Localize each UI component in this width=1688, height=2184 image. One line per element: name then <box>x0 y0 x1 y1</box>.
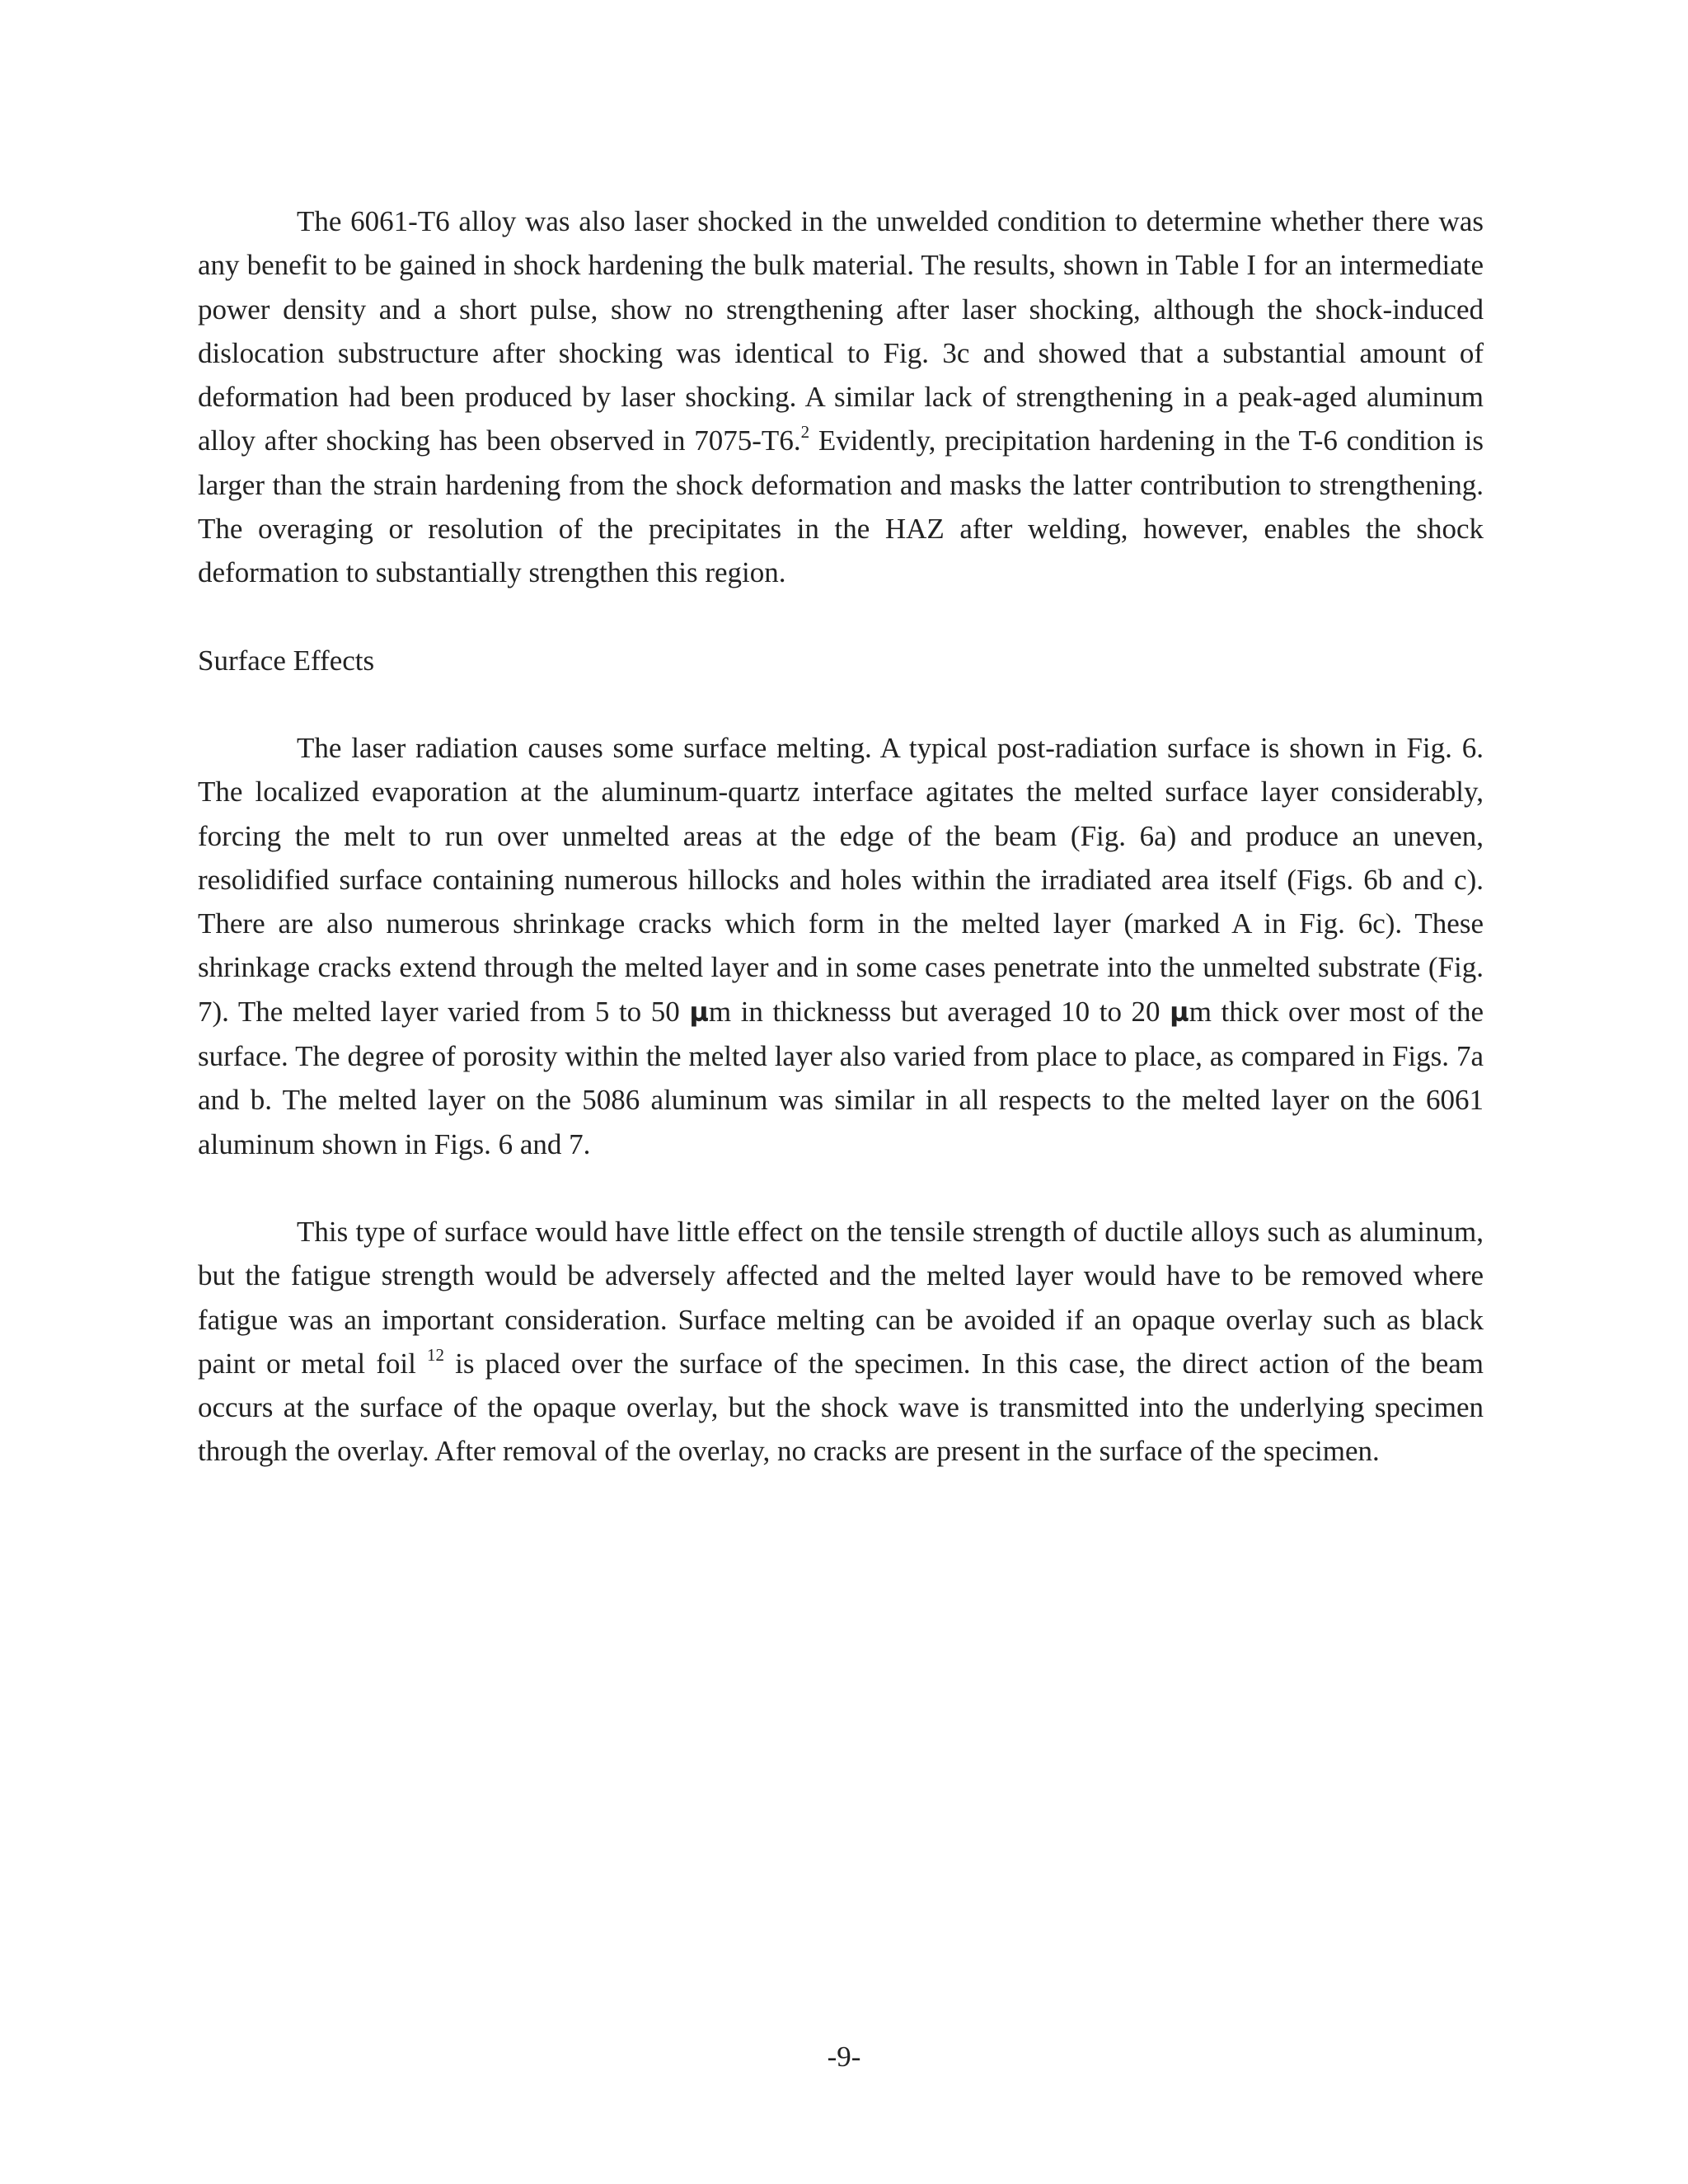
paragraph-fatigue-overlay <box>198 1210 1484 1474</box>
reference-12: 12 <box>427 1344 444 1365</box>
body-text <box>198 199 1484 1474</box>
paragraph-1-text-a: The 6061-T6 alloy was also laser shocked in the unwelded condition to determine whether there was any benefit to be gained in shock hardening the bulk material. The results, shown in Table I for an intermediate power density and a short pulse, show no strengthening after laser shocking, although the shock-induced dislocation substructure after shocking was identical to Fig. 3c and showed that a substantial amount of deformation had been produced by laser shocking. A similar lack of strengthening in a peak-aged aluminum alloy after shocking has been observed in 7075-T6. <box>198 205 1484 457</box>
paragraph-laser-shock-unwelded <box>198 199 1484 595</box>
section-heading: Surface Effects <box>198 644 375 677</box>
paragraph-3-text-b: is placed over the surface of the specimen. In this case, the direct action of the beam occurs at the surface of the opaque overlay, but the shock wave is transmitted into the underlying specimen through the overlay. After removal of the overlay, no cracks are present in the surface of the specimen. <box>198 1347 1484 1468</box>
paragraph-2-text-a: The laser radiation causes some surface melting. A typical post-radiation surface is shown in Fig. 6. The localized evaporation at the aluminum-quartz interface agitates the melted surface layer considerably, forcing the melt to run over unmelted areas at the edge of the beam (Fig. 6a) and produce an uneven, resolidified surface containing numerous hillocks and holes within the irradiated area itself (Figs. 6b and c). There are also numerous shrinkage cracks which form in the melted layer (marked A in Fig. 6c). These shrinkage cracks extend through the melted layer and in some cases penetrate into the unmelted substrate (Fig. 7). The melted layer varied from 5 to 50 <box>198 731 1484 1028</box>
paragraph-1-text-b: Evidently, precipitation hardening in the T-6 condition is larger than the strain hardening from the shock deformation and masks the latter contribution to strengthening. The overaging or resolution of the precipitates in the HAZ after welding, however, enables the shock deformation to substantially strengthen this region. <box>198 424 1484 589</box>
page-number: -9- <box>827 2041 861 2073</box>
paragraph-surface-melting <box>198 726 1484 1166</box>
micro-symbol: µ <box>689 996 709 1028</box>
paragraph-2-text-c: m thick over most of the surface. The degree of porosity within the melted layer also varied from place to place, as compared in Figs. 7a and b. The melted layer on the 5086 aluminum was similar in all respects to the melted layer on the 6061 aluminum shown in Figs. 6 and 7. <box>198 995 1484 1160</box>
reference-2: 2 <box>800 422 810 443</box>
paragraph-3-text-a: This type of surface would have little effect on the tensile strength of ductile alloys such as aluminum, but the fatigue strength would be adversely affected and the melted layer would have to be removed where fatigue was an important consideration. Surface melting can be avoided if an opaque overlay such as black paint or metal foil <box>198 1215 1484 1380</box>
paragraph-2-text-b: m in thicknesss but averaged 10 to 20 <box>708 995 1170 1028</box>
micro-symbol: µ <box>1170 996 1189 1028</box>
